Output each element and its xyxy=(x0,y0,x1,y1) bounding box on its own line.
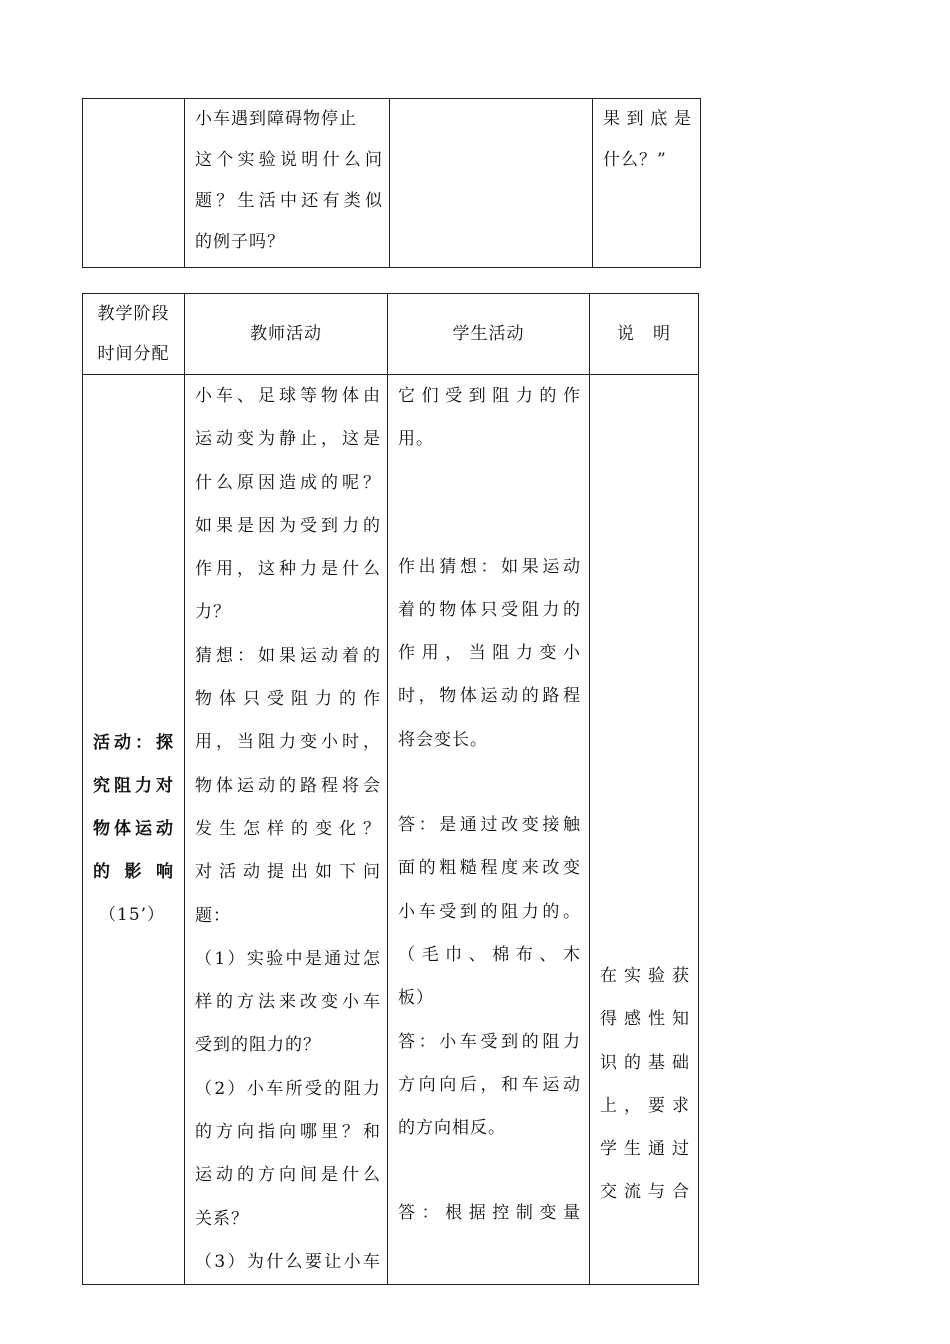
stage-line: 究 阻 力 对 xyxy=(93,776,174,797)
stage-cell xyxy=(83,375,185,1285)
text-line: 的方向相反。 xyxy=(398,1118,506,1139)
stage-line: 活 动 ： 探 xyxy=(93,733,174,754)
teacher-activity-cell xyxy=(185,375,388,1285)
text-line xyxy=(398,504,581,546)
note-line: 识 的 基 础 xyxy=(600,1052,690,1073)
continued-lesson-table xyxy=(82,98,701,268)
header-teacher xyxy=(185,294,388,375)
stage-cell xyxy=(83,99,185,268)
text-line: 作 用 ， 当 阻 力 变 小 xyxy=(398,643,581,664)
text-line: 什 么 原 因 造 成 的 呢 ？ xyxy=(195,472,381,493)
stage-line: 物 体 运 动 xyxy=(93,819,174,840)
note-line: 得 感 性 知 xyxy=(600,1009,690,1030)
text-line: （ 毛 巾 、 棉 布 、 木 xyxy=(398,944,581,965)
stage-duration: （15’） xyxy=(99,905,166,926)
table-header-row xyxy=(83,294,699,375)
text-line: 小 车 、 足 球 等 物 体 由 xyxy=(195,386,381,406)
text-line: 运 动 的 方 向 间 是 什 么 xyxy=(195,1165,381,1186)
text-line: 小车遇到障碍物停止 xyxy=(195,109,357,129)
text-line: 答 ： 小 车 受 到 的 阻 力 xyxy=(398,1031,581,1052)
text-line: 什么？” xyxy=(603,150,667,170)
student-activity-cell xyxy=(388,375,590,1285)
text-line: 物 体 运 动 的 路 程 将 会 xyxy=(195,775,381,796)
text-line: 果 到 底 是 xyxy=(603,109,692,129)
header-student-label: 学生活动 xyxy=(452,324,525,344)
text-line xyxy=(398,762,581,804)
text-line: 小 车 受 到 的 阻 力 的 。 xyxy=(398,901,581,922)
text-line: 用 ， 当 阻 力 变 小 时 ， xyxy=(195,732,381,753)
text-line: 运 动 变 为 静 止 ， 这 是 xyxy=(195,429,381,450)
text-line: 物 体 只 受 阻 力 的 作 xyxy=(195,689,381,710)
text-line: 它 们 受 到 阻 力 的 作 xyxy=(398,386,581,406)
note-cell xyxy=(593,99,701,268)
header-student xyxy=(388,294,590,375)
student-activity-cell xyxy=(390,99,593,268)
text-line: 受到的阻力的？ xyxy=(195,1035,321,1056)
text-line: 用。 xyxy=(398,429,434,450)
note-line: 交 流 与 合 xyxy=(600,1182,690,1203)
text-line: 着 的 物 体 只 受 阻 力 的 xyxy=(398,599,581,620)
stage-line: 的 影 响 xyxy=(93,862,174,883)
text-line: 方 向 向 后 ， 和 车 运 动 xyxy=(398,1074,581,1095)
text-line: 如 果 是 因 为 受 到 力 的 xyxy=(195,515,381,536)
text-line: 的 方 向 指 向 哪 里 ？ 和 xyxy=(195,1122,381,1143)
text-line: 作 用 ， 这 种 力 是 什 么 xyxy=(195,559,381,580)
text-line: 发 生 怎 样 的 变 化 ？ xyxy=(195,818,381,839)
text-line: 这 个 实 验 说 明 什 么 问 xyxy=(195,150,383,170)
text-line: 题： xyxy=(195,905,231,926)
text-line: 对 活 动 提 出 如 下 问 xyxy=(195,862,381,883)
table-row xyxy=(83,99,701,268)
text-line: 样 的 方 法 来 改 变 小 车 xyxy=(195,992,381,1013)
text-line: 关系？ xyxy=(195,1208,249,1229)
note-line: 在 实 验 获 xyxy=(600,966,690,986)
text-line: 将会变长。 xyxy=(398,729,488,750)
lesson-plan-table xyxy=(82,293,699,1285)
note-cell xyxy=(590,375,699,1285)
header-teacher-label: 教师活动 xyxy=(250,324,322,344)
header-stage xyxy=(83,294,185,375)
header-note-label: 说 明 xyxy=(617,324,671,344)
text-line: 作 出 猜 想 ： 如 果 运 动 xyxy=(398,556,581,577)
table-row xyxy=(83,375,699,1285)
text-line: 力？ xyxy=(195,602,231,623)
text-line: 的例子吗？ xyxy=(195,232,285,252)
text-line: （ 1 ） 实 验 中 是 通 过 怎 xyxy=(195,948,381,969)
text-line: （ 2 ） 小 车 所 受 的 阻 力 xyxy=(195,1078,381,1099)
text-line: 答 ： 根 据 控 制 变 量 xyxy=(398,1203,581,1224)
text-line: 板） xyxy=(398,988,434,1009)
text-line xyxy=(398,462,581,504)
text-line: 答 ： 是 通 过 改 变 接 触 xyxy=(398,815,581,836)
text-line: 面 的 粗 糙 程 度 来 改 变 xyxy=(398,858,581,879)
teacher-activity-cell xyxy=(185,99,390,268)
text-line xyxy=(398,1150,581,1192)
text-line: 猜 想 ： 如 果 运 动 着 的 xyxy=(195,645,381,666)
teacher-activity-text xyxy=(195,375,381,1284)
header-stage-line2: 时间分配 xyxy=(97,344,170,364)
text-line: （ 3 ） 为 什 么 要 让 小 车 xyxy=(195,1251,381,1272)
header-note xyxy=(590,294,699,375)
note-line: 上 ， 要 求 xyxy=(600,1095,690,1116)
header-stage-line1: 教学阶段 xyxy=(97,304,170,324)
text-line: 题 ？ 生 活 中 还 有 类 似 xyxy=(195,191,383,211)
student-activity-text xyxy=(398,375,581,1236)
text-line: 时 ， 物 体 运 动 的 路 程 xyxy=(398,686,581,707)
note-line: 学 生 通 过 xyxy=(600,1139,690,1160)
